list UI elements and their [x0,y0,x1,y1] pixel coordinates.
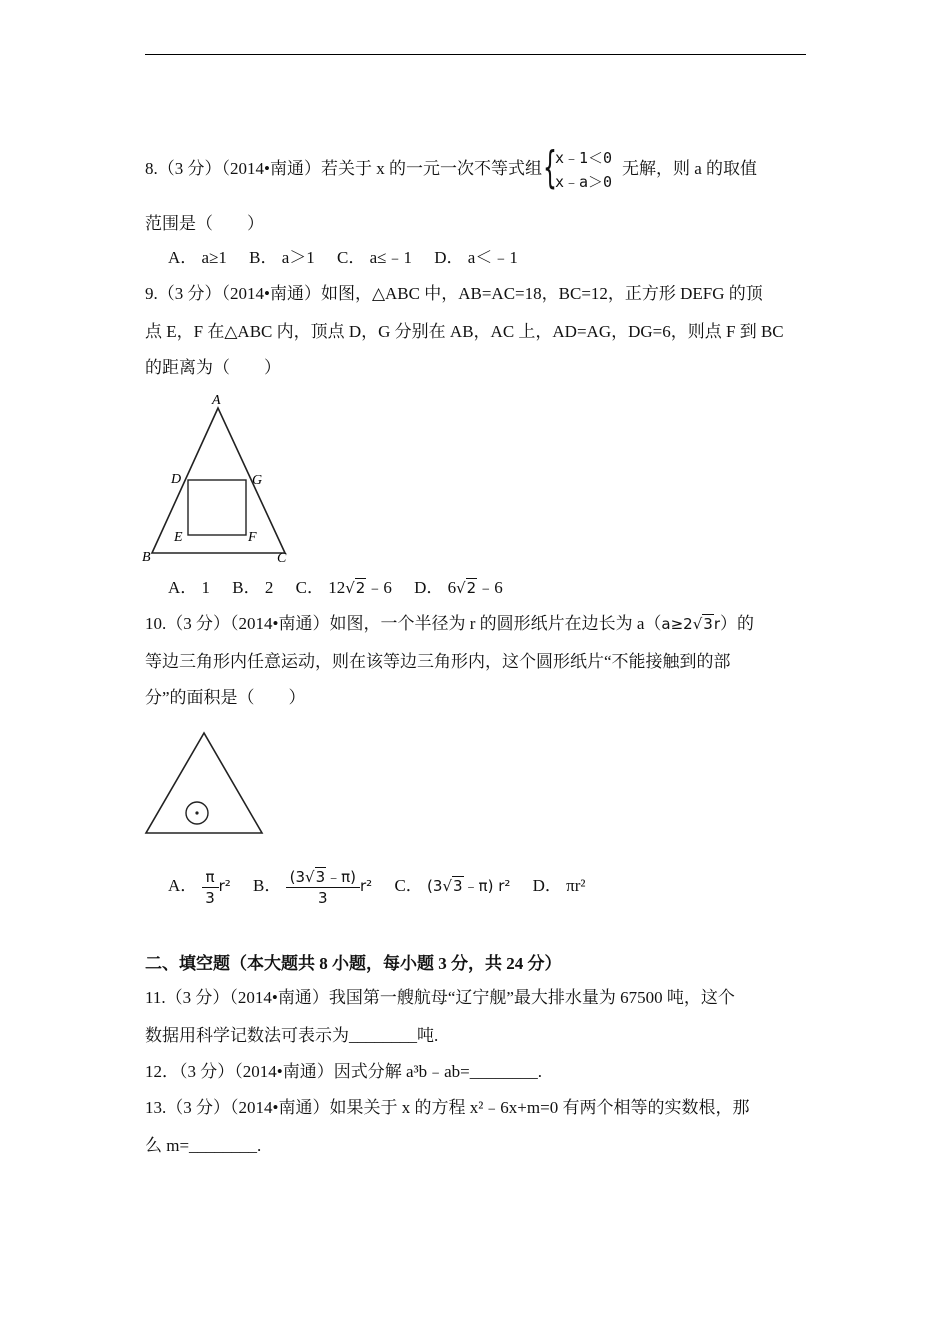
q9-triangle-figure [140,388,300,568]
q9-option-b[interactable]: B． 2 [232,578,274,597]
q11-line2: 数据用科学记数法可表示为________吨. [145,1026,439,1045]
q8-line2: 范围是（ ） [145,214,264,233]
q8-option-c[interactable]: C． a≤﹣1 [337,248,413,267]
label-c: C [277,551,287,566]
q8-option-d[interactable]: D． a＜﹣1 [434,248,518,267]
q9-options [168,576,521,600]
q10-line3: 分”的面积是（ ） [145,688,306,707]
header-rule [145,54,806,55]
section2-title: 二、填空题（本大题共 8 小题，每小题 3 分，共 24 分） [145,954,562,973]
q10-line1: 10.（3 分）（2014•南通）如图，一个半径为 r 的圆形纸片在边长为 a（a≥2√3r）的 [145,612,754,636]
label-f: F [248,530,257,545]
q10-line2: 等边三角形内任意运动，则在该等边三角形内，这个圆形纸片“不能接触到的部 [145,652,731,671]
q10-option-b[interactable]: B． $\frac{(3√3﹣\pi)}{3}$ r² [253,867,373,907]
q9-option-a[interactable]: A． 1 [168,578,211,597]
q9-line2: 点 E，F 在△ABC 内，顶点 D，G 分别在 AB，AC 上，AD=AG，DG=6，则点 F 到 BC [145,322,784,341]
q11-line1: 11.（3 分）（2014•南通）我国第一艘航母“辽宁舰”最大排水量为 67500 吨，这个 [145,988,735,1007]
q8-options [168,246,536,270]
q12-line1: 12．（3 分）（2014•南通）因式分解 a³b﹣ab=________. [145,1062,542,1081]
q9-line1: 9.（3 分）（2014•南通）如图，△ABC 中，AB=AC=18，BC=12，正方形 DEFG 的顶 [145,284,763,303]
q10-option-d[interactable]: D． πr² [532,876,586,895]
q9-option-d[interactable]: D． 6√2﹣6 [414,578,503,597]
q10-triangle-figure [140,725,270,840]
q9-option-c[interactable]: C． 12√2﹣6 [295,578,392,597]
q10-options [168,866,604,908]
q10-option-c[interactable]: C． (3√3﹣π) r² [394,876,511,895]
q8-option-a[interactable]: A． a≥1 [168,248,227,267]
label-b: B [142,550,151,565]
q9-line3: 的距离为（ ） [145,358,281,377]
label-g: G [252,473,263,488]
q8-option-b[interactable]: B． a＞1 [249,248,315,267]
q10-condition: a≥2√3r [661,615,721,633]
label-d: D [171,472,182,487]
q8-line1: 8.（3 分）（2014•南通）若关于 x 的一元一次不等式组 { x﹣1＜0 x﹣a＞0 无解，则 a 的取值 [145,142,757,193]
q10-option-a[interactable]: A． $\frac{\pi}{3}$ r² [168,867,231,907]
q13-line2: 么 m=________. [145,1136,262,1155]
q13-line1: 13.（3 分）（2014•南通）如果关于 x 的方程 x²﹣6x+m=0 有两个相等的实数根，那 [145,1098,750,1117]
label-a: A [212,393,221,408]
q8-inequality-system: { x﹣1＜0 x﹣a＞0 [542,142,613,193]
label-e: E [174,530,183,545]
